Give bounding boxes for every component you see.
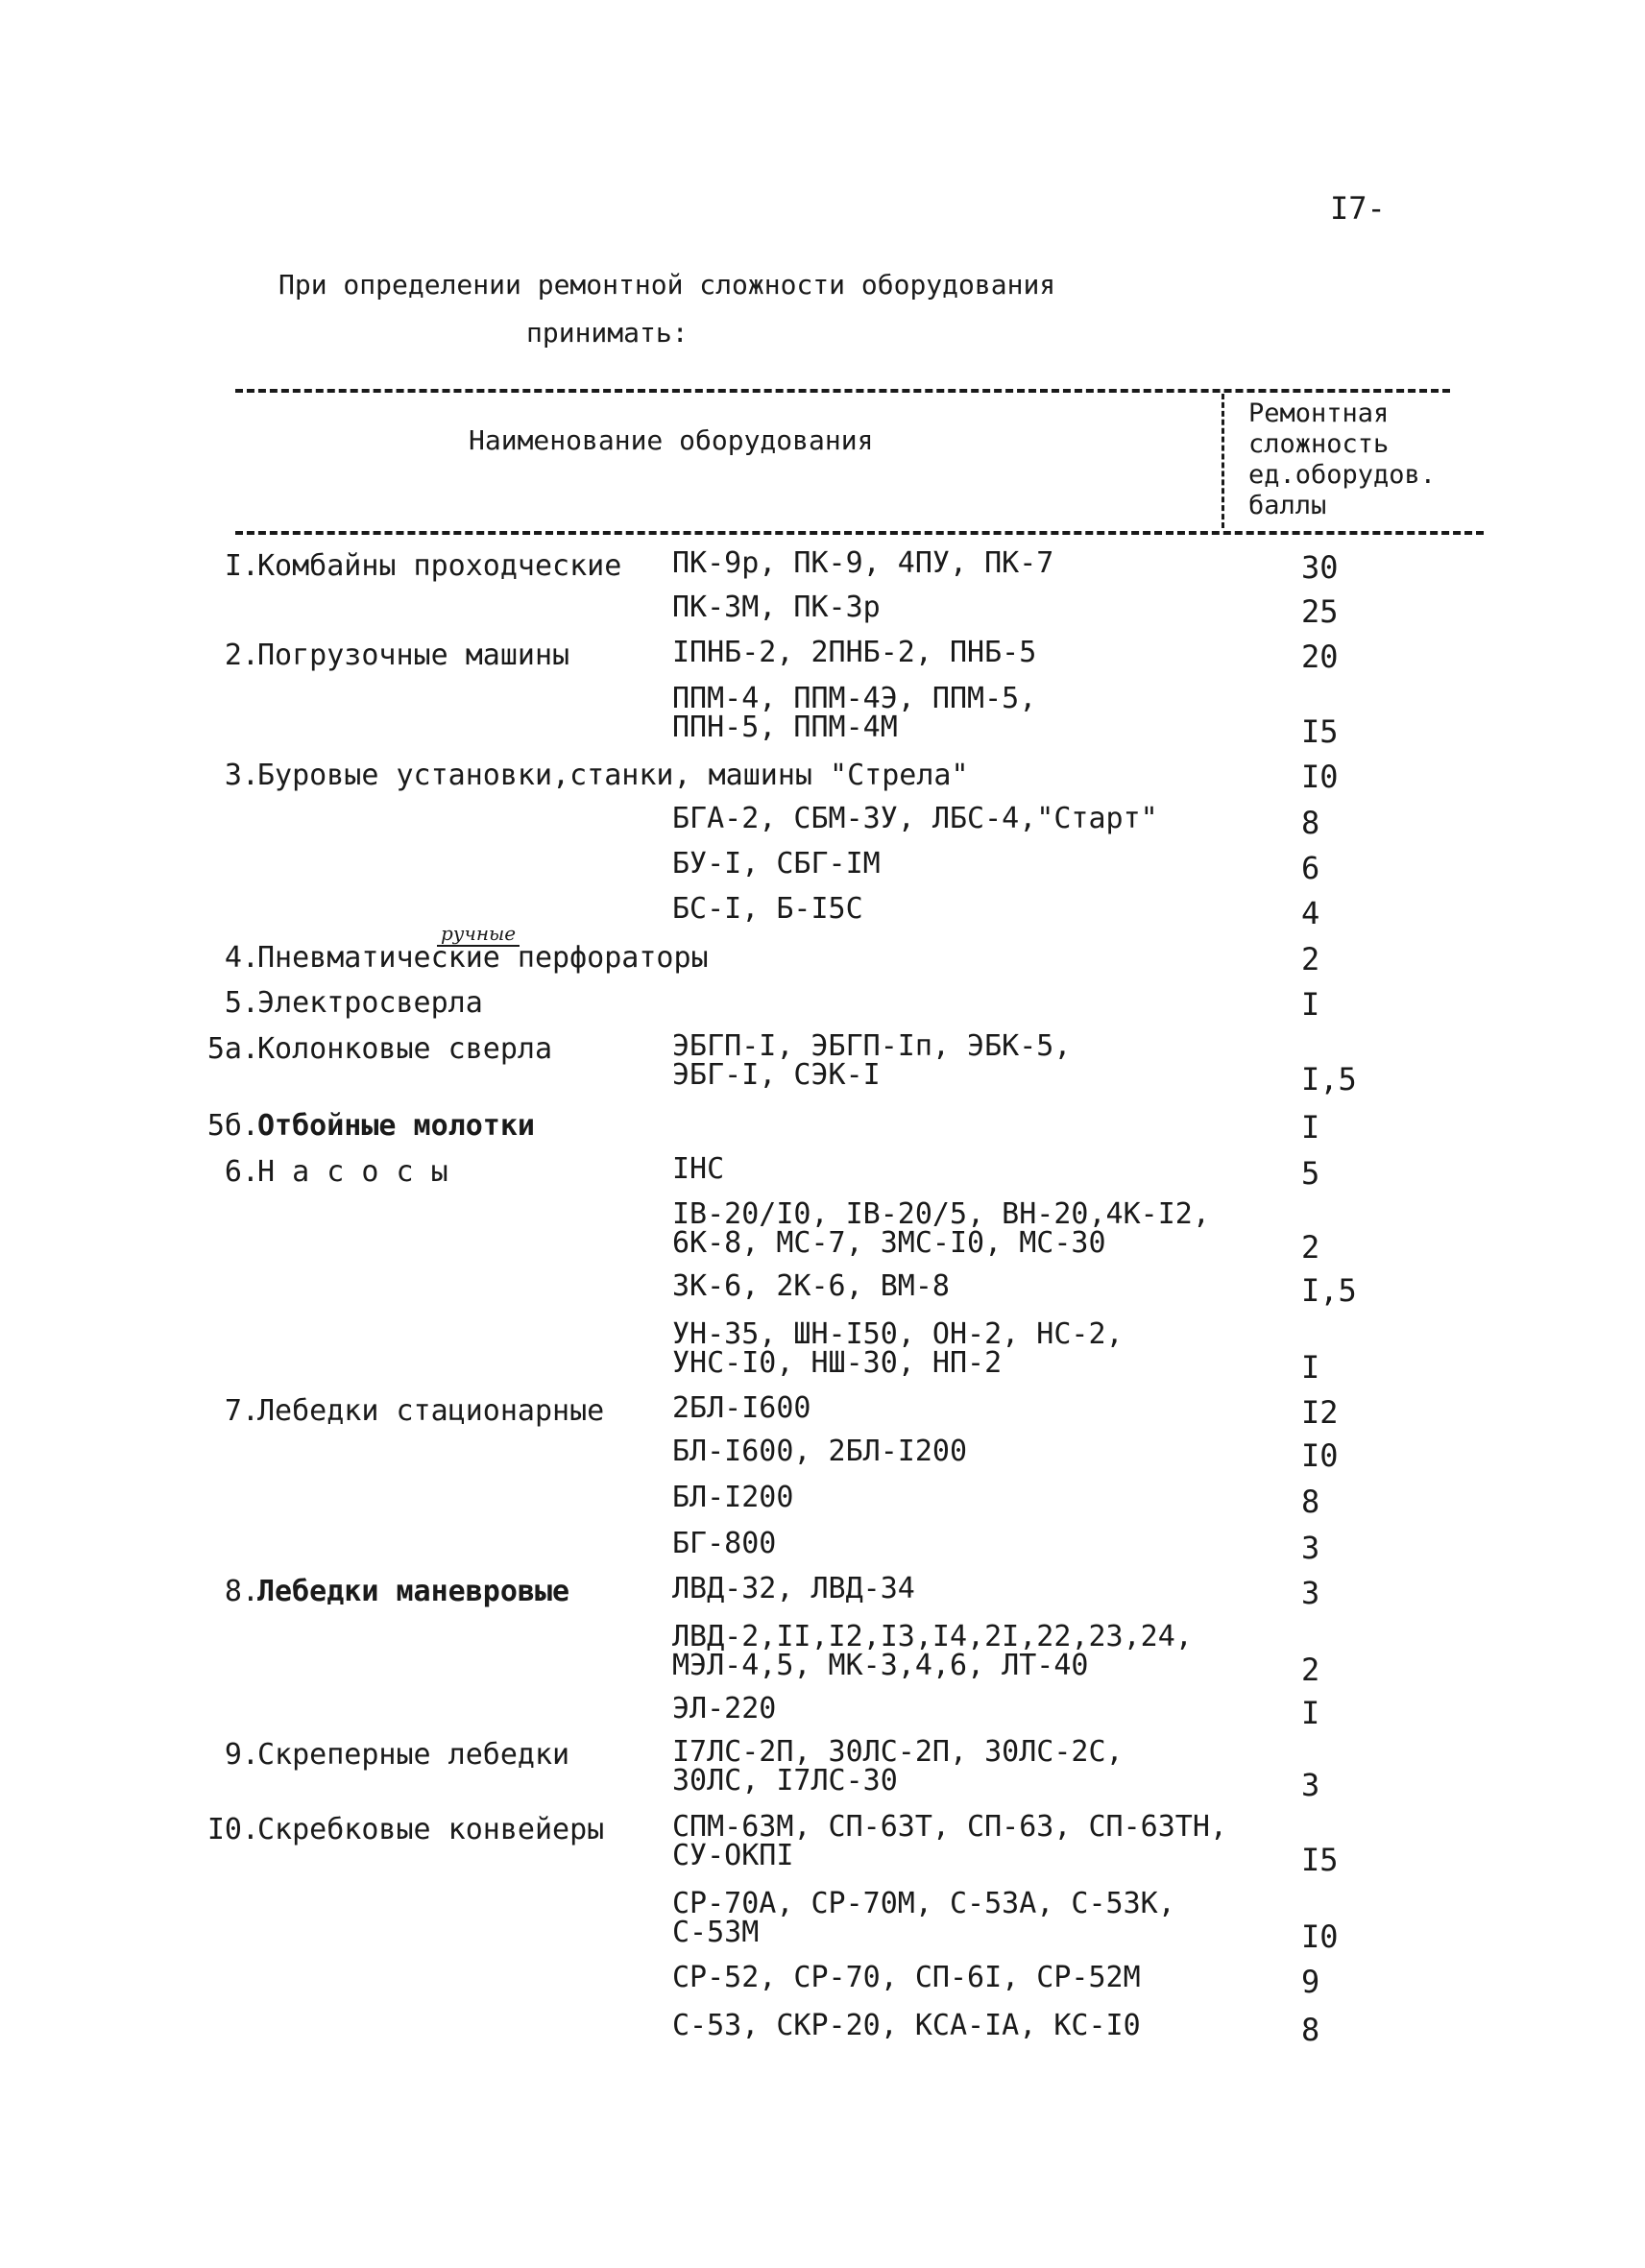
model-line: БС-I, Б-I5С — [672, 892, 863, 926]
complexity-value: I,5 — [1301, 1061, 1357, 1098]
complexity-value: 30 — [1301, 549, 1339, 586]
complexity-value: 2 — [1301, 941, 1320, 977]
model-line: БГА-2, СБМ-3У, ЛБС-4,"Старт" — [672, 802, 1158, 835]
row-number: 5а. — [206, 1032, 259, 1066]
column-header-complexity — [1248, 398, 1436, 521]
model-line: С-53, СКР-20, КСА-IА, КС-I0 — [672, 2009, 1141, 2042]
model-line: БГ-800 — [672, 1527, 777, 1560]
model-line: СПМ-63М, СП-63Т, СП-63, СП-63ТН, — [672, 1810, 1227, 1844]
model-line: ЛВД-2,II,I2,I3,I4,2I,22,23,24, — [672, 1620, 1193, 1653]
equipment-models — [672, 1810, 1227, 1872]
equipment-models — [672, 682, 1037, 744]
equipment-models — [672, 2009, 1141, 2042]
equipment-name: Отбойные молотки — [257, 1109, 535, 1143]
equipment-name: Погрузочные машины — [257, 639, 570, 672]
complexity-value: 20 — [1301, 639, 1339, 675]
complexity-value: 6 — [1301, 850, 1320, 886]
row-number: 9. — [224, 1738, 259, 1772]
equipment-models — [672, 1620, 1193, 1682]
equipment-models — [672, 1029, 1072, 1092]
intro-line-1: При определении ремонтной сложности оборудования — [278, 269, 1056, 301]
model-line: ППН-5, ППМ-4М — [672, 711, 898, 744]
model-line: СР-70А, СР-70М, С-53А, С-53К, — [672, 1887, 1175, 1920]
model-line: 30ЛС, I7ЛС-30 — [672, 1764, 898, 1798]
equipment-name: Пневматические перфораторы — [257, 941, 709, 975]
model-line: С-53М — [672, 1916, 760, 1949]
equipment-models — [672, 1572, 915, 1605]
complexity-value: I0 — [1301, 1918, 1339, 1955]
model-line: I7ЛС-2П, 30ЛС-2П, 30ЛС-2С, — [672, 1735, 1124, 1769]
model-line: ЭЛ-220 — [672, 1692, 777, 1725]
complexity-value: 25 — [1301, 593, 1339, 630]
intro-line-2: принимать: — [526, 317, 689, 349]
equipment-models — [672, 847, 881, 881]
column-header-complexity-line: Ремонтная — [1248, 398, 1390, 428]
equipment-models — [672, 1317, 1124, 1380]
model-line: ПК-3М, ПК-3р — [672, 591, 881, 624]
model-line: СР-52, СР-70, СП-6I, СР-52М — [672, 1961, 1141, 1994]
table-column-divider — [1222, 394, 1224, 528]
row-number: 3. — [224, 759, 259, 792]
model-line: ЭБГ-I, СЭК-I — [672, 1058, 881, 1092]
row-number: 2. — [224, 639, 259, 672]
column-header-complexity-line: сложность — [1248, 429, 1390, 459]
row-number: I0. — [206, 1813, 259, 1846]
model-line: БЛ-I600, 2БЛ-I200 — [672, 1435, 968, 1468]
page-number: I7- — [1330, 190, 1386, 227]
complexity-value: I0 — [1301, 759, 1339, 795]
complexity-value: 9 — [1301, 1964, 1320, 2000]
equipment-models — [672, 802, 1158, 835]
complexity-value: 3 — [1301, 1575, 1320, 1611]
complexity-value: I0 — [1301, 1437, 1339, 1474]
equipment-name: Электросверла — [257, 986, 483, 1020]
complexity-value: 3 — [1301, 1767, 1320, 1803]
complexity-value: 8 — [1301, 2012, 1320, 2048]
model-line: СУ-ОКПI — [672, 1839, 794, 1872]
equipment-name: Буровые установки,станки, машины "Стрела" — [257, 759, 969, 792]
model-line: IПНБ-2, 2ПНБ-2, ПНБ-5 — [672, 636, 1037, 669]
equipment-models — [672, 1481, 794, 1514]
row-number: 4. — [224, 941, 259, 975]
column-header-name: Наименование оборудования — [469, 424, 874, 456]
model-line: 3К-6, 2К-6, ВМ-8 — [672, 1269, 950, 1303]
model-line: ЛВД-32, ЛВД-34 — [672, 1572, 915, 1605]
row-number: I. — [224, 549, 259, 583]
equipment-models — [672, 1391, 811, 1425]
equipment-models — [672, 1197, 1210, 1260]
complexity-value: I5 — [1301, 1842, 1339, 1878]
model-line: ПК-9р, ПК-9, 4ПУ, ПК-7 — [672, 546, 1054, 580]
complexity-value: I — [1301, 1109, 1320, 1146]
complexity-value: 5 — [1301, 1155, 1320, 1192]
model-line: ППМ-4, ППМ-4Э, ППМ-5, — [672, 682, 1037, 715]
equipment-name: Лебедки маневровые — [257, 1575, 570, 1608]
equipment-name: Колонковые сверла — [257, 1032, 553, 1066]
equipment-models — [672, 1527, 777, 1560]
model-line: БЛ-I200 — [672, 1481, 794, 1514]
table-top-rule — [235, 389, 1450, 393]
model-line: МЭЛ-4,5, МК-3,4,6, ЛТ-40 — [672, 1649, 1089, 1682]
complexity-value: 2 — [1301, 1652, 1320, 1688]
complexity-value: 4 — [1301, 895, 1320, 931]
equipment-models — [672, 1437, 967, 1466]
equipment-models — [672, 1152, 725, 1186]
model-line: IНС — [672, 1152, 725, 1186]
model-line: УНС-I0, НШ-30, НП-2 — [672, 1346, 1003, 1380]
model-line: ЭБГП-I, ЭБГП-Iп, ЭБК-5, — [672, 1029, 1072, 1063]
equipment-models — [672, 892, 863, 926]
equipment-models — [672, 1961, 1141, 1994]
complexity-value: 8 — [1301, 805, 1320, 841]
equipment-name: Н а с о с ы — [257, 1155, 448, 1189]
row-number: 8. — [224, 1575, 259, 1608]
model-line: 6К-8, МС-7, 3МС-I0, МС-30 — [672, 1226, 1106, 1260]
table-header-rule — [235, 531, 1484, 535]
equipment-name: Комбайны проходческие — [257, 549, 622, 583]
equipment-models — [672, 636, 1037, 669]
model-line: IВ-20/I0, IВ-20/5, ВН-20,4К-I2, — [672, 1197, 1210, 1231]
equipment-models — [672, 1735, 1124, 1798]
complexity-value: I — [1301, 986, 1320, 1023]
model-line: 2БЛ-I600 — [672, 1391, 811, 1425]
complexity-value: I — [1301, 1695, 1320, 1731]
complexity-value: I,5 — [1301, 1272, 1357, 1309]
model-line: УН-35, ШН-I50, ОН-2, НС-2, — [672, 1317, 1124, 1351]
model-line: БУ-I, СБГ-IМ — [672, 847, 881, 881]
equipment-name: Скребковые конвейеры — [257, 1813, 605, 1846]
complexity-value: 2 — [1301, 1229, 1320, 1266]
complexity-value: I5 — [1301, 713, 1339, 750]
row-number: 6. — [224, 1155, 259, 1189]
column-header-complexity-line: ед.оборудов. — [1248, 460, 1437, 490]
complexity-value: I — [1301, 1349, 1320, 1386]
complexity-value: 8 — [1301, 1484, 1320, 1520]
equipment-models — [672, 1692, 777, 1725]
equipment-name: Скреперные лебедки — [257, 1738, 570, 1772]
complexity-value: 3 — [1301, 1530, 1320, 1566]
handwritten-note: ручные — [437, 922, 520, 947]
row-number: 7. — [224, 1394, 259, 1428]
row-number: 5. — [224, 986, 259, 1020]
equipment-models — [672, 1887, 1175, 1949]
column-header-complexity-line: баллы — [1248, 491, 1327, 520]
equipment-models — [672, 593, 881, 622]
complexity-value: I2 — [1301, 1394, 1339, 1431]
equipment-models — [672, 546, 1054, 580]
row-number: 5б. — [206, 1109, 259, 1143]
equipment-name: Лебедки стационарные — [257, 1394, 605, 1428]
equipment-models — [672, 1269, 950, 1303]
